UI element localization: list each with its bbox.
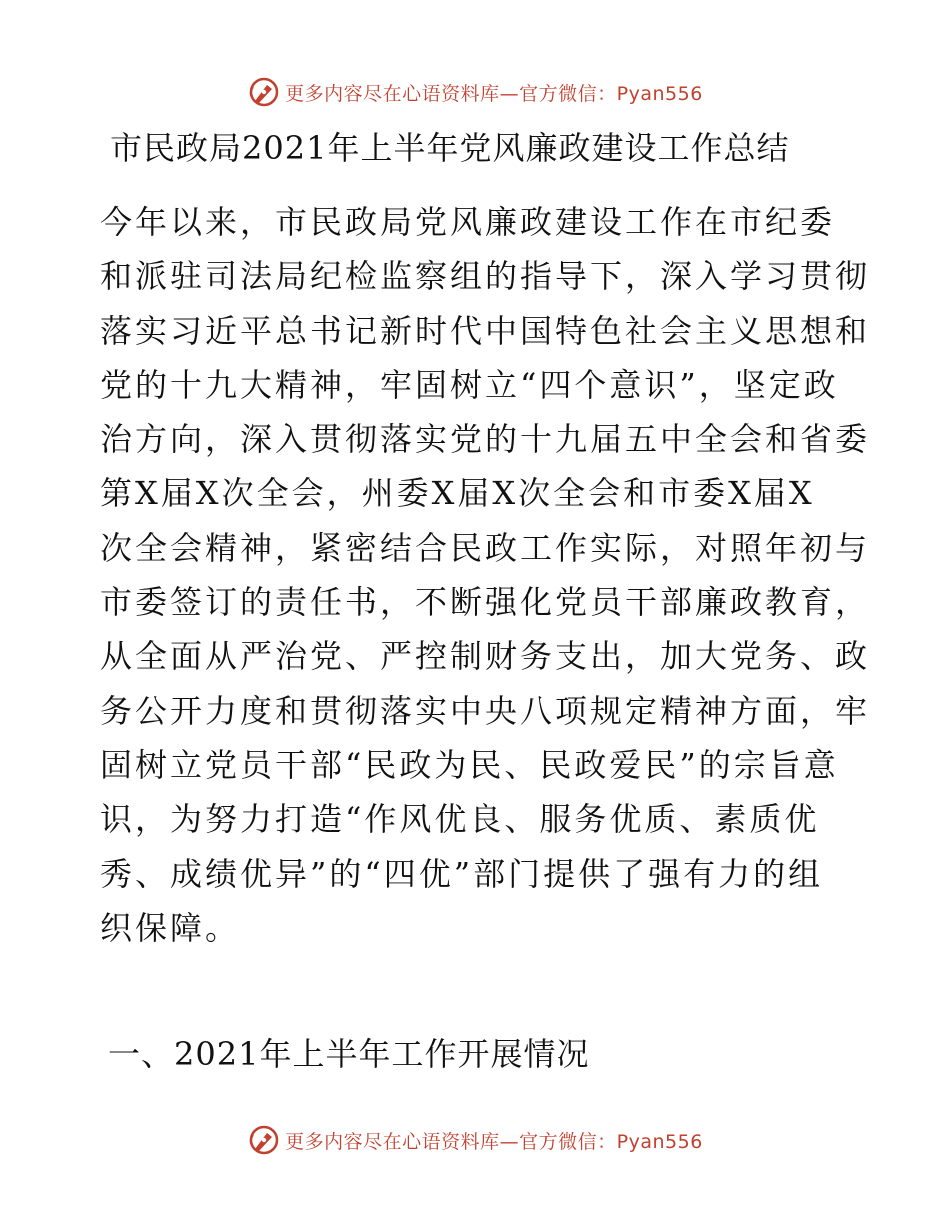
section-heading: 一、2021年上半年工作开展情况 xyxy=(108,1035,590,1073)
paragraph-line: 和派驻司法局纪检监察组的指导下，深入学习贯彻 xyxy=(100,257,871,296)
paragraph-line: 党的十九大精神，牢固树立“四个意识”，坚定政 xyxy=(100,365,839,404)
paragraph-line: 落实习近平总书记新时代中国特色社会主义思想和 xyxy=(100,311,871,350)
paragraph-line: 治方向，深入贯彻落实党的十九届五中全会和省委 xyxy=(100,420,871,459)
paragraph-line: 次全会精神，紧密结合民政工作实际，对照年初与 xyxy=(100,528,871,567)
header-watermark xyxy=(0,72,950,112)
paragraph-line: 固树立党员干部“民政为民、民政爱民”的宗旨意 xyxy=(100,745,839,784)
paragraph-line: 今年以来，市民政局党风廉政建设工作在市纪委 xyxy=(100,203,836,241)
paragraph-line: 识，为努力打造“作风优良、服务优质、素质优 xyxy=(100,800,820,839)
paragraph-line: 务公开力度和贯彻落实中央八项规定精神方面，牢 xyxy=(100,691,871,730)
footer-watermark xyxy=(0,1120,950,1160)
watermark-text: 更多内容尽在心语资料库—官方微信：Pyan556 xyxy=(285,1130,703,1153)
paragraph-line: 市委签订的责任书，不断强化党员干部廉政教育， xyxy=(100,583,871,622)
pen-nib-logo-icon xyxy=(247,1123,281,1157)
paragraph-line: 第X届X次全会，州委X届X次全会和市委X届X xyxy=(100,474,815,513)
pen-nib-logo-icon xyxy=(247,75,281,109)
paragraph-line: 从全面从严治党、严控制财务支出，加大党务、政 xyxy=(100,637,871,676)
document-title: 市民政局2021年上半年党风廉政建设工作总结 xyxy=(110,129,790,167)
paragraph-line: 织保障。 xyxy=(100,908,241,947)
watermark-text: 更多内容尽在心语资料库—官方微信：Pyan556 xyxy=(285,82,703,105)
paragraph-line: 秀、成绩优异”的“四优”部门提供了强有力的组 xyxy=(100,854,824,893)
intro-paragraph xyxy=(100,195,871,955)
